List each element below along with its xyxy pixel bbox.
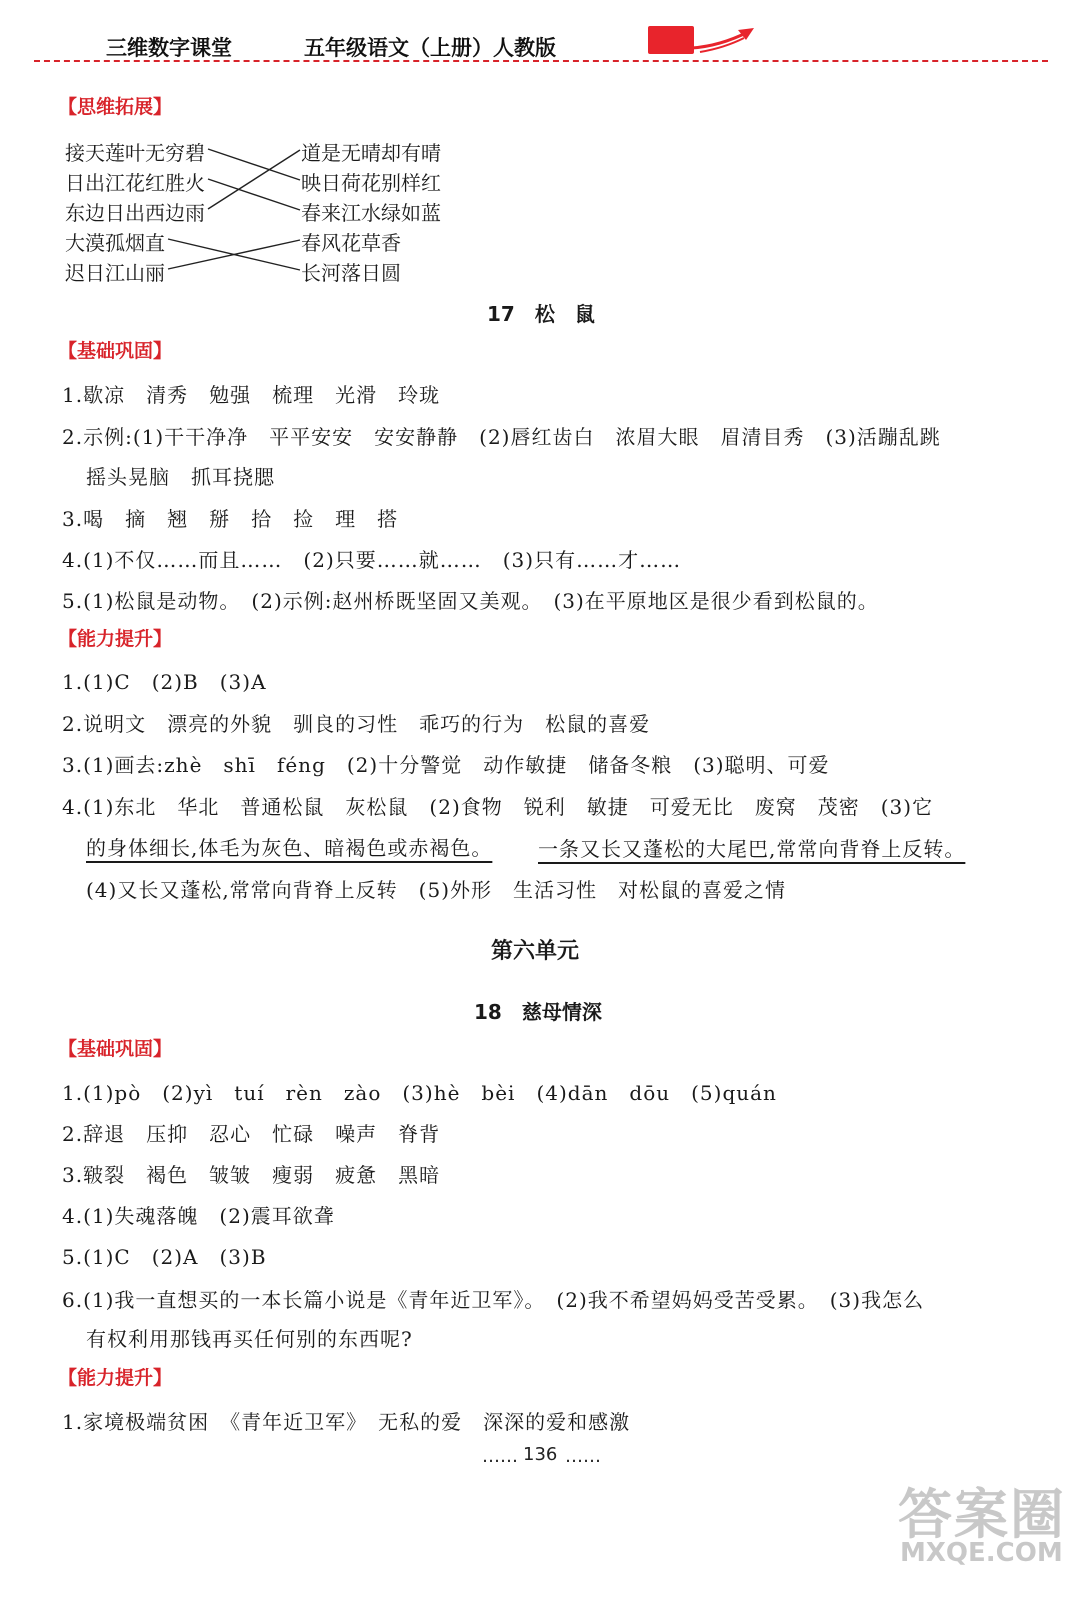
section-nengli-17: 【能力提升】 bbox=[58, 628, 173, 650]
page-number: 136 bbox=[523, 1444, 558, 1465]
l17-jichu-1: 1.歇凉 清秀 勉强 梳理 光滑 玲珑 bbox=[62, 383, 441, 407]
l17-nengli-4-last: (4)又长又蓬松,常常向背脊上反转 (5)外形 生活习性 对松鼠的喜爱之情 bbox=[86, 878, 787, 902]
match-left-3: 东边日出西边雨 bbox=[65, 201, 205, 225]
watermark-logo: 答案圈 bbox=[898, 1483, 1066, 1546]
section-jichu-17: 【基础巩固】 bbox=[58, 340, 173, 362]
match-right-5: 长河落日圆 bbox=[301, 261, 401, 285]
l18-jichu-2: 2.辞退 压抑 忍心 忙碌 噪声 脊背 bbox=[62, 1122, 441, 1146]
l17-nengli-4: 4.(1)东北 华北 普通松鼠 灰松鼠 (2)食物 锐利 敏捷 可爱无比 废窝 茂密 (3)它 bbox=[62, 795, 934, 819]
match-left-4: 大漠孤烟直 bbox=[65, 231, 165, 255]
match-line-1 bbox=[208, 149, 300, 180]
l17-nengli-3: 3.(1)画去:zhè shī féng (2)十分警觉 动作敏捷 储备冬粮 (3)聪明、可爱 bbox=[62, 753, 830, 777]
l17-nengli-2: 2.说明文 漂亮的外貌 驯良的习性 乖巧的行为 松鼠的喜爱 bbox=[62, 712, 651, 736]
match-right-4: 春风花草香 bbox=[301, 231, 401, 255]
l17-underlined-a: 的身体细长,体毛为灰色、暗褐色或赤褐色。 bbox=[86, 836, 493, 860]
matching-lines bbox=[0, 0, 1088, 300]
header-book-title: 五年级语文（上册）人教版 bbox=[304, 36, 556, 60]
section-siwei: 【思维拓展】 bbox=[58, 96, 173, 118]
match-line-2 bbox=[208, 179, 300, 210]
l18-jichu-4: 4.(1)失魂落魄 (2)震耳欲聋 bbox=[62, 1204, 335, 1228]
l17-jichu-5: 5.(1)松鼠是动物。 (2)示例:赵州桥既坚固又美观。 (3)在平原地区是很少看到松鼠的。 bbox=[62, 589, 879, 613]
header-brand: 三维数字课堂 bbox=[106, 36, 232, 60]
match-left-1: 接天莲叶无穷碧 bbox=[65, 141, 205, 165]
l18-jichu-6-cont: 有权利用那钱再买任何别的东西呢? bbox=[86, 1327, 413, 1351]
watermark-url: MXQE.COM bbox=[900, 1538, 1063, 1568]
match-right-1: 道是无晴却有晴 bbox=[301, 141, 441, 165]
l18-jichu-5: 5.(1)C (2)A (3)B bbox=[62, 1245, 267, 1269]
l17-jichu-2: 2.示例:(1)干干净净 平平安安 安安静静 (2)唇红齿白 浓眉大眼 眉清目秀 (3)活蹦乱跳 bbox=[62, 425, 941, 449]
match-left-5: 迟日江山丽 bbox=[65, 261, 165, 285]
section-nengli-18: 【能力提升】 bbox=[58, 1367, 173, 1389]
l18-jichu-6: 6.(1)我一直想买的一本长篇小说是《青年近卫军》。 (2)我不希望妈妈受苦受累。 (3)我怎么 bbox=[62, 1288, 925, 1312]
match-right-2: 映日荷花别样红 bbox=[301, 171, 441, 195]
l17-jichu-4: 4.(1)不仅……而且…… (2)只要……就…… (3)只有……才…… bbox=[62, 548, 682, 572]
section-jichu-18: 【基础巩固】 bbox=[58, 1038, 173, 1060]
page-dots-right: …… bbox=[565, 1446, 601, 1467]
l17-underlined-b: 一条又长又蓬松的大尾巴,常常向背脊上反转。 bbox=[538, 837, 966, 861]
l18-nengli-1: 1.家境极端贫困 《青年近卫军》 无私的爱 深深的爱和感激 bbox=[62, 1410, 631, 1434]
l18-jichu-1: 1.(1)pò (2)yì tuí rèn zào (3)hè bèi (4)dān dōu (5)quán bbox=[62, 1081, 777, 1105]
l18-jichu-3: 3.皲裂 褐色 皱皱 瘦弱 疲惫 黑暗 bbox=[62, 1163, 441, 1187]
l17-nengli-1: 1.(1)C (2)B (3)A bbox=[62, 670, 267, 694]
lesson-17-title: 17 松 鼠 bbox=[487, 302, 595, 326]
page-dots-left: …… bbox=[482, 1446, 518, 1467]
match-right-3: 春来江水绿如蓝 bbox=[301, 201, 441, 225]
unit-6-heading: 第六单元 bbox=[491, 939, 580, 964]
lesson-18-title: 18 慈母情深 bbox=[474, 1000, 602, 1024]
l17-jichu-3: 3.喝 摘 翘 掰 拾 捡 理 搭 bbox=[62, 507, 399, 531]
match-line-3 bbox=[208, 150, 300, 209]
l17-jichu-2-cont: 摇头晃脑 抓耳挠腮 bbox=[86, 465, 275, 489]
match-left-2: 日出江花红胜火 bbox=[65, 171, 205, 195]
